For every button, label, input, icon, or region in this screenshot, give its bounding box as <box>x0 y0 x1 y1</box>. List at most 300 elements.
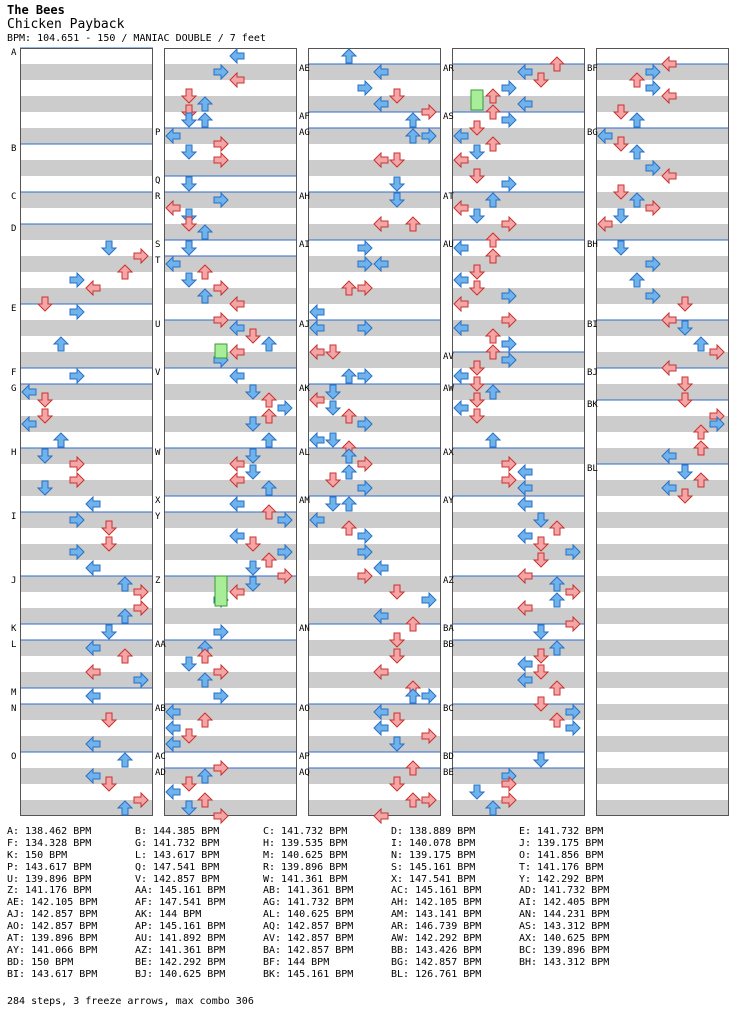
section-label: G <box>11 384 17 394</box>
step-arrow <box>230 529 244 543</box>
step-arrow <box>630 145 644 159</box>
section-label: BF <box>587 64 598 74</box>
section-label: R <box>155 192 161 202</box>
bpm-entry: A: 138.462 BPM <box>7 826 92 837</box>
bpm-entry: S: 145.161 BPM <box>391 861 476 873</box>
beat-stripe <box>452 544 585 560</box>
bpm-row <box>7 850 647 862</box>
bpm-entry: BD: 150 BPM <box>7 956 74 968</box>
beat-stripe <box>308 800 441 816</box>
step-column <box>299 49 441 817</box>
beat-stripe <box>308 192 441 208</box>
section-label: BI <box>587 320 598 330</box>
step-arrow <box>518 657 532 671</box>
bpm-entry: BJ: 140.625 BPM <box>135 968 226 980</box>
step-arrow <box>246 561 260 575</box>
bpm-row <box>7 945 647 957</box>
beat-stripe <box>452 320 585 336</box>
beat-stripe <box>308 736 441 752</box>
step-arrow <box>502 177 516 191</box>
bpm-entry: C: 141.732 BPM <box>263 826 348 837</box>
step-arrow <box>278 401 292 415</box>
section-label: AK <box>299 384 310 394</box>
section-label: AO <box>299 704 310 714</box>
step-arrow <box>86 689 100 703</box>
beat-stripe <box>596 64 729 80</box>
beat-stripe <box>596 416 729 432</box>
bpm-entry: R: 139.896 BPM <box>263 861 348 873</box>
bpm-row <box>7 969 647 981</box>
beat-stripe <box>20 512 153 528</box>
beat-stripe <box>308 672 441 688</box>
beat-stripe <box>596 704 729 720</box>
bpm-entry: G: 141.732 BPM <box>135 837 220 849</box>
bpm-row <box>7 921 647 933</box>
step-arrow <box>486 433 500 447</box>
bpm-entry: W: 141.361 BPM <box>263 873 348 885</box>
step-arrow <box>198 113 212 127</box>
step-arrow <box>182 113 196 127</box>
bpm-entry: AP: 145.161 BPM <box>135 921 226 933</box>
beat-stripe <box>452 640 585 656</box>
beat-stripe <box>20 384 153 400</box>
beat-stripe <box>596 576 729 592</box>
bpm-entry: AD: 141.732 BPM <box>519 885 610 897</box>
step-arrow <box>166 721 180 735</box>
step-arrow <box>406 113 420 127</box>
bpm-entry: BF: 144 BPM <box>263 956 330 968</box>
bpm-entry: AL: 140.625 BPM <box>263 909 354 921</box>
step-arrow <box>646 81 660 95</box>
bpm-entry: N: 139.175 BPM <box>391 849 476 861</box>
step-arrow <box>54 337 68 351</box>
section-label: L <box>11 640 17 650</box>
beat-stripe <box>596 512 729 528</box>
section-label: AE <box>299 64 310 74</box>
bpm-entry: BG: 142.857 BPM <box>391 956 482 968</box>
beat-stripe <box>164 768 297 784</box>
bpm-entry: BA: 142.857 BPM <box>263 944 354 956</box>
section-label: I <box>11 512 17 522</box>
bpm-entry: AA: 145.161 BPM <box>135 885 226 897</box>
bpm-entry: AM: 143.141 BPM <box>391 909 482 921</box>
section-label: AF <box>299 112 310 122</box>
beat-stripe <box>20 672 153 688</box>
beat-stripe <box>452 160 585 176</box>
step-arrow <box>534 753 548 767</box>
beat-stripe <box>20 256 153 272</box>
section-label: AA <box>155 640 166 650</box>
step-arrow <box>342 497 356 511</box>
bpm-entry: X: 147.541 BPM <box>391 873 476 885</box>
bpm-entry: AU: 141.892 BPM <box>135 933 226 945</box>
bpm-entry: AK: 144 BPM <box>135 909 202 921</box>
bpm-row <box>7 838 647 850</box>
beat-stripe <box>596 768 729 784</box>
bpm-entry: O: 141.856 BPM <box>519 849 604 861</box>
beat-stripe <box>452 192 585 208</box>
beat-stripe <box>20 64 153 80</box>
step-arrow <box>246 465 260 479</box>
beat-stripe <box>596 608 729 624</box>
section-label: AX <box>443 448 454 458</box>
beat-stripe <box>20 320 153 336</box>
beat-stripe <box>452 448 585 464</box>
bpm-entry: AI: 142.405 BPM <box>519 897 610 909</box>
song-title: Chicken Payback <box>7 17 125 32</box>
section-label: H <box>11 448 17 458</box>
step-arrow <box>118 753 132 767</box>
step-column <box>155 49 297 817</box>
step-arrow <box>182 145 196 159</box>
beat-stripe <box>164 512 297 528</box>
bpm-entry: AY: 141.066 BPM <box>7 944 98 956</box>
beat-stripe <box>308 544 441 560</box>
bpm-entry: B: 144.385 BPM <box>135 826 220 837</box>
beat-stripe <box>20 544 153 560</box>
section-label: S <box>155 240 161 250</box>
beat-stripe <box>452 608 585 624</box>
beat-stripe <box>164 544 297 560</box>
section-label: BL <box>587 464 598 474</box>
section-label: BH <box>587 240 598 250</box>
step-arrow <box>454 273 468 287</box>
bpm-entry: F: 134.328 BPM <box>7 837 92 849</box>
bpm-row <box>7 909 647 921</box>
step-column <box>443 49 585 817</box>
step-arrow <box>342 49 356 63</box>
bpm-entry: K: 150 BPM <box>7 849 68 861</box>
beat-stripe <box>308 768 441 784</box>
step-arrow <box>86 561 100 575</box>
bpm-row <box>7 897 647 909</box>
bpm-table <box>7 826 647 981</box>
step-arrow <box>502 81 516 95</box>
beat-stripe <box>20 224 153 240</box>
section-label: AH <box>299 192 310 202</box>
step-arrow <box>166 785 180 799</box>
bpm-entry: AF: 147.541 BPM <box>135 897 226 909</box>
step-arrow <box>70 305 84 319</box>
step-arrow <box>262 433 276 447</box>
beat-stripe <box>452 512 585 528</box>
step-arrow <box>86 497 100 511</box>
beat-stripe <box>20 704 153 720</box>
step-arrow <box>358 81 372 95</box>
step-arrow <box>342 369 356 383</box>
beat-stripe <box>452 736 585 752</box>
beat-stripe <box>596 640 729 656</box>
section-label: AP <box>299 752 310 762</box>
step-arrow <box>326 497 340 511</box>
bpm-entry: AJ: 142.857 BPM <box>7 909 98 921</box>
step-arrow <box>214 625 228 639</box>
section-label: AT <box>443 192 454 202</box>
step-arrow <box>630 113 644 127</box>
step-arrow <box>326 401 340 415</box>
step-arrow <box>694 337 708 351</box>
step-arrow <box>374 721 388 735</box>
beat-stripe <box>164 128 297 144</box>
section-label: AC <box>155 752 166 762</box>
beat-stripe <box>20 608 153 624</box>
step-arrow <box>230 369 244 383</box>
bpm-entry: AW: 142.292 BPM <box>391 933 482 945</box>
step-arrow <box>102 241 116 255</box>
beat-stripe <box>164 640 297 656</box>
section-label: W <box>155 448 161 458</box>
beat-stripe <box>596 544 729 560</box>
bpm-entry: AC: 145.161 BPM <box>391 885 482 897</box>
step-arrow <box>230 497 244 511</box>
step-arrow <box>182 273 196 287</box>
section-label: E <box>11 304 17 314</box>
beat-stripe <box>596 160 729 176</box>
beat-stripe <box>308 576 441 592</box>
beat-stripe <box>20 128 153 144</box>
bpm-entry: AB: 141.361 BPM <box>263 885 354 897</box>
section-label: AL <box>299 448 310 458</box>
beat-stripe <box>596 352 729 368</box>
song-artist: The Bees <box>7 3 65 17</box>
step-arrow <box>358 529 372 543</box>
step-arrow <box>470 145 484 159</box>
step-arrow <box>614 209 628 223</box>
step-arrow <box>390 177 404 191</box>
bpm-entry: P: 143.617 BPM <box>7 861 92 873</box>
beat-stripe <box>164 672 297 688</box>
bpm-entry: BH: 143.312 BPM <box>519 956 610 968</box>
bpm-entry: AT: 139.896 BPM <box>7 933 98 945</box>
bpm-entry: V: 142.857 BPM <box>135 873 220 885</box>
step-arrow <box>310 433 324 447</box>
section-label: BJ <box>587 368 598 378</box>
beat-stripe <box>164 64 297 80</box>
step-arrow <box>310 305 324 319</box>
step-arrow <box>630 273 644 287</box>
beat-stripe <box>596 800 729 816</box>
section-label: Y <box>155 512 161 522</box>
freeze-arrow <box>471 90 483 110</box>
beat-stripe <box>20 96 153 112</box>
bpm-entry: M: 140.625 BPM <box>263 849 348 861</box>
section-label: J <box>11 576 17 586</box>
beat-stripe <box>164 448 297 464</box>
section-label: AJ <box>299 320 310 330</box>
beat-stripe <box>308 160 441 176</box>
section-label: AN <box>299 624 310 634</box>
step-arrow <box>102 625 116 639</box>
beat-stripe <box>164 352 297 368</box>
section-label: AY <box>443 496 454 506</box>
section-label: BE <box>443 768 454 778</box>
beat-stripe <box>20 576 153 592</box>
step-arrow <box>182 241 196 255</box>
beat-stripe <box>20 800 153 816</box>
beat-stripe <box>596 384 729 400</box>
beat-stripe <box>20 352 153 368</box>
bpm-row <box>7 957 647 969</box>
step-arrow <box>518 465 532 479</box>
step-arrow <box>502 337 516 351</box>
beat-stripe <box>596 256 729 272</box>
beat-stripe <box>452 768 585 784</box>
step-arrow <box>182 657 196 671</box>
bpm-entry: AN: 144.231 BPM <box>519 909 610 921</box>
beat-stripe <box>164 192 297 208</box>
beat-stripe <box>308 320 441 336</box>
section-label: AU <box>443 240 454 250</box>
beat-stripe <box>596 96 729 112</box>
bpm-entry: Z: 141.176 BPM <box>7 885 92 897</box>
section-label: AI <box>299 240 310 250</box>
step-arrow <box>614 241 628 255</box>
beat-stripe <box>164 384 297 400</box>
section-label: B <box>11 144 17 154</box>
step-arrow <box>470 209 484 223</box>
section-label: AZ <box>443 576 454 586</box>
section-label: AD <box>155 768 166 778</box>
step-arrow <box>182 177 196 191</box>
bpm-row <box>7 933 647 945</box>
section-label: A <box>11 48 17 58</box>
step-arrow <box>454 369 468 383</box>
section-label: AG <box>299 128 310 138</box>
section-label: BG <box>587 128 598 138</box>
beat-stripe <box>164 288 297 304</box>
step-column <box>11 48 153 816</box>
freeze-arrow <box>215 576 227 606</box>
step-arrow <box>374 561 388 575</box>
bpm-entry: BI: 143.617 BPM <box>7 968 98 980</box>
beat-stripe <box>452 704 585 720</box>
bpm-entry: J: 139.175 BPM <box>519 837 604 849</box>
bpm-entry: AV: 142.857 BPM <box>263 933 354 945</box>
section-label: P <box>155 128 161 138</box>
section-label: BC <box>443 704 454 714</box>
beat-stripe <box>164 480 297 496</box>
bpm-entry: AH: 142.105 BPM <box>391 897 482 909</box>
bpm-entry: BB: 143.426 BPM <box>391 944 482 956</box>
step-arrow <box>214 689 228 703</box>
section-label: BD <box>443 752 454 762</box>
beat-stripe <box>20 192 153 208</box>
section-label: M <box>11 688 17 698</box>
section-label: O <box>11 752 17 762</box>
bpm-entry: AX: 140.625 BPM <box>519 933 610 945</box>
beat-stripe <box>452 800 585 816</box>
beat-stripe <box>164 576 297 592</box>
bpm-entry: Y: 142.292 BPM <box>519 873 604 885</box>
beat-stripe <box>20 160 153 176</box>
bpm-entry: D: 138.889 BPM <box>391 826 476 837</box>
section-label: N <box>11 704 17 714</box>
beat-stripe <box>308 640 441 656</box>
section-label: AW <box>443 384 454 394</box>
freeze-arrow <box>215 344 227 358</box>
step-arrow <box>358 369 372 383</box>
bpm-row <box>7 874 647 886</box>
bpm-entry: U: 139.896 BPM <box>7 873 92 885</box>
beat-stripe <box>452 352 585 368</box>
section-label: BB <box>443 640 454 650</box>
step-arrow <box>454 401 468 415</box>
bpm-entry: AQ: 142.857 BPM <box>263 921 354 933</box>
section-label: AM <box>299 496 310 506</box>
section-label: K <box>11 624 17 634</box>
bpm-entry: BC: 139.896 BPM <box>519 944 610 956</box>
beat-stripe <box>164 416 297 432</box>
beat-stripe <box>20 288 153 304</box>
section-label: BK <box>587 400 598 410</box>
section-label: Q <box>155 176 161 186</box>
section-label: F <box>11 368 17 378</box>
beat-stripe <box>308 512 441 528</box>
section-label: AV <box>443 352 454 362</box>
beat-stripe <box>164 256 297 272</box>
beat-stripe <box>596 736 729 752</box>
step-arrow <box>566 721 580 735</box>
step-arrow <box>422 689 436 703</box>
step-arrow <box>678 465 692 479</box>
beat-stripe <box>308 416 441 432</box>
section-label: AB <box>155 704 166 714</box>
step-arrow <box>54 433 68 447</box>
bpm-entry: AO: 142.857 BPM <box>7 921 98 933</box>
bpm-entry: AR: 146.739 BPM <box>391 921 482 933</box>
bpm-entry: BE: 142.292 BPM <box>135 956 226 968</box>
bpm-entry: T: 141.176 BPM <box>519 861 604 873</box>
step-arrow <box>262 337 276 351</box>
beat-stripe <box>452 576 585 592</box>
step-arrow <box>326 433 340 447</box>
bpm-entry: AE: 142.105 BPM <box>7 897 98 909</box>
step-arrow <box>342 465 356 479</box>
beat-stripe <box>164 160 297 176</box>
step-arrow <box>518 529 532 543</box>
chart-info: BPM: 104.651 - 150 / MANIAC DOUBLE / 7 feet <box>7 33 266 44</box>
section-label: AR <box>443 64 454 74</box>
section-label: Z <box>155 576 161 586</box>
bpm-entry: AZ: 141.361 BPM <box>135 944 226 956</box>
section-label: D <box>11 224 17 234</box>
step-arrow <box>502 113 516 127</box>
step-arrow <box>230 49 244 63</box>
bpm-entry: AS: 143.312 BPM <box>519 921 610 933</box>
section-label: C <box>11 192 17 202</box>
beat-stripe <box>308 128 441 144</box>
beat-stripe <box>452 224 585 240</box>
beat-stripe <box>596 288 729 304</box>
section-label: AS <box>443 112 454 122</box>
beat-stripe <box>164 608 297 624</box>
beat-stripe <box>308 288 441 304</box>
beat-stripe <box>596 224 729 240</box>
beat-stripe <box>308 448 441 464</box>
bpm-entry: E: 141.732 BPM <box>519 826 604 837</box>
section-label: V <box>155 368 161 378</box>
section-label: AQ <box>299 768 310 778</box>
bpm-row <box>7 862 647 874</box>
step-arrow <box>470 785 484 799</box>
section-label: U <box>155 320 161 330</box>
section-label: X <box>155 496 161 506</box>
beat-stripe <box>596 672 729 688</box>
bpm-entry: H: 139.535 BPM <box>263 837 348 849</box>
step-arrow <box>454 241 468 255</box>
step-arrow <box>406 689 420 703</box>
bpm-row <box>7 826 647 838</box>
